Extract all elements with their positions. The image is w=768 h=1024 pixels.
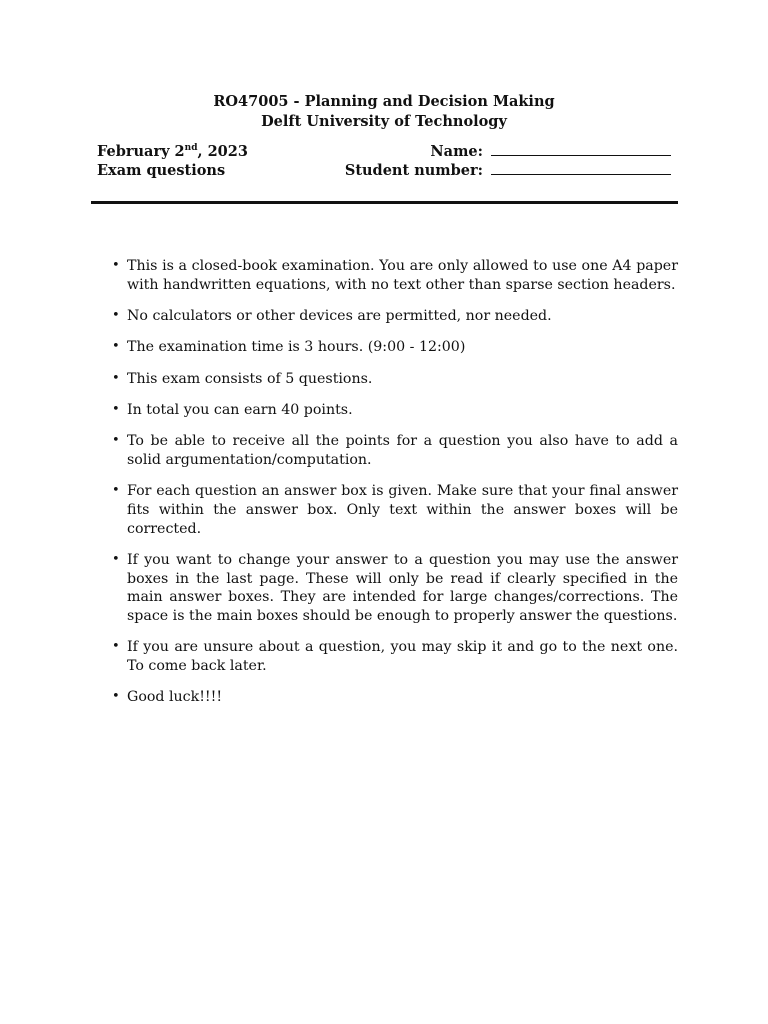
bullet-icon: • — [112, 639, 120, 655]
course-title: RO47005 - Planning and Decision Making — [213, 93, 555, 110]
instruction-text: The examination time is 3 hours. (9:00 - 12:00) — [127, 339, 466, 356]
instructions-list — [110, 257, 678, 720]
instruction-item — [110, 338, 678, 357]
instruction-item — [110, 401, 678, 420]
student-number-field[interactable] — [491, 162, 671, 175]
university-name: Delft University of Technology — [261, 113, 507, 130]
bullet-icon: • — [112, 339, 120, 355]
exam-date-year: , 2023 — [197, 143, 248, 160]
instruction-text: For each question an answer box is given. Make sure that your final answer fits within the answer box. Only text within the answer boxes will be corrected. — [127, 483, 678, 537]
bullet-icon: • — [112, 551, 120, 567]
bullet-icon: • — [112, 258, 120, 273]
bullet-icon: • — [112, 401, 120, 417]
instruction-item — [110, 432, 678, 469]
instruction-item — [110, 688, 678, 707]
exam-subtitle: Exam questions — [97, 162, 226, 179]
exam-title-block — [0, 92, 768, 132]
instruction-item — [110, 551, 678, 626]
instruction-text: This is a closed-book examination. You are only allowed to use one A4 paper with handwritten equations, with no text other than sparse section headers. — [127, 258, 678, 293]
bullet-icon: • — [112, 483, 120, 499]
instruction-item — [110, 482, 678, 538]
student-number-field-row — [345, 161, 671, 180]
bullet-icon: • — [112, 370, 120, 386]
instruction-text: To be able to receive all the points for a question you also have to add a solid argumentation/computation. — [127, 433, 678, 468]
name-field[interactable] — [491, 143, 671, 156]
instruction-text: If you want to change your answer to a question you may use the answer boxes in the last page. These will only be read if clearly specified in the main answer boxes. They are intended for large changes/corrections. The space is the main boxes should be enough to properly answer the questions. — [127, 551, 678, 624]
name-label: Name: — [430, 143, 483, 160]
bullet-icon: • — [112, 308, 120, 323]
header-divider — [91, 201, 678, 204]
instruction-item — [110, 307, 678, 326]
instruction-item — [110, 370, 678, 389]
exam-date — [97, 142, 248, 161]
instruction-text: No calculators or other devices are permitted, nor needed. — [127, 308, 552, 324]
name-field-row — [345, 142, 671, 161]
exam-meta-right — [345, 142, 671, 180]
instruction-text: This exam consists of 5 questions. — [127, 370, 373, 387]
instruction-text: Good luck!!!! — [127, 689, 223, 706]
instruction-item — [110, 257, 678, 294]
exam-date-ordinal: nd — [184, 143, 198, 154]
bullet-icon: • — [112, 689, 120, 705]
student-number-label: Student number: — [344, 162, 483, 179]
instruction-text: If you are unsure about a question, you may skip it and go to the next one. To come back later. — [127, 639, 678, 674]
instruction-text: In total you can earn 40 points. — [127, 401, 353, 418]
exam-date-main: February 2 — [97, 143, 185, 160]
instruction-item — [110, 638, 678, 675]
bullet-icon: • — [112, 433, 120, 449]
exam-meta-left — [97, 142, 248, 180]
